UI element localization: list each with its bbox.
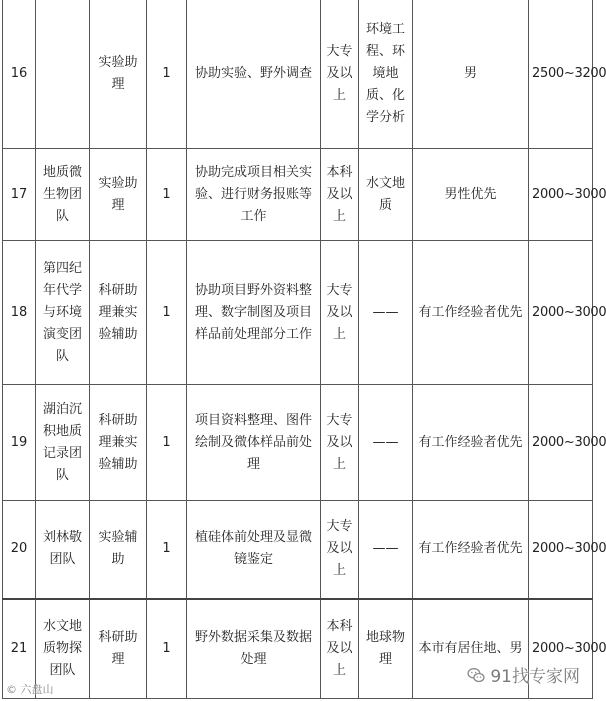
- duty-cell: 协助实验、野外调查: [187, 0, 321, 149]
- salary-cell: 2000~3000: [529, 149, 593, 241]
- watermark-text: 91找专家网: [490, 667, 580, 687]
- position-cell: 科研助理兼实验辅助: [90, 241, 147, 385]
- duty-cell: 协助完成项目相关实验、进行财务报账等工作: [187, 149, 321, 241]
- requirement-cell: 本市有居住地、男: [413, 599, 529, 699]
- education-cell: 大专及以上: [321, 501, 359, 599]
- team-cell: 第四纪年代学与环境演变团队: [36, 241, 90, 385]
- education-cell: 大专及以上: [321, 241, 359, 385]
- team-cell: 湖泊沉积地质记录团队: [36, 385, 90, 501]
- education-cell: 本科及以上: [321, 149, 359, 241]
- education-cell: 大专及以上: [321, 385, 359, 501]
- salary-cell: 2000~3000: [529, 385, 593, 501]
- major-cell: 地球物理: [359, 599, 413, 699]
- count-cell: 1: [147, 501, 187, 599]
- count-cell: 1: [147, 385, 187, 501]
- team-cell: [36, 0, 90, 149]
- row-number: 18: [3, 241, 36, 385]
- duty-cell: 植硅体前处理及显微镜鉴定: [187, 501, 321, 599]
- major-cell: ——: [359, 241, 413, 385]
- team-cell: 水文地质物探团队: [36, 599, 90, 699]
- table-row: [3, 241, 593, 385]
- requirement-cell: 有工作经验者优先: [413, 385, 529, 501]
- table-row: [3, 149, 593, 241]
- position-cell: 科研助理兼实验辅助: [90, 385, 147, 501]
- duty-cell: 项目资料整理、图件绘制及微体样品前处理: [187, 385, 321, 501]
- major-cell: 环境工程、环境地质、化学分析: [359, 0, 413, 149]
- duty-cell: 野外数据采集及数据处理: [187, 599, 321, 699]
- position-cell: 实验辅助: [90, 501, 147, 599]
- job-table: [2, 0, 606, 699]
- duty-cell: 协助项目野外资料整理、数字制图及项目样品前处理部分工作: [187, 241, 321, 385]
- team-cell: 刘林敬团队: [36, 501, 90, 599]
- education-cell: 大专及以上: [321, 0, 359, 149]
- row-number: 16: [3, 0, 36, 149]
- table-row: [3, 385, 593, 501]
- corner-watermark: © 六盘山: [6, 683, 54, 696]
- requirement-cell: 有工作经验者优先: [413, 241, 529, 385]
- salary-cell: 2000~3000: [529, 241, 593, 385]
- major-cell: ——: [359, 501, 413, 599]
- position-cell: 实验助理: [90, 0, 147, 149]
- site-watermark: [466, 662, 580, 687]
- wechat-icon: [466, 665, 486, 685]
- requirement-cell: 男性优先: [413, 149, 529, 241]
- table-row: [3, 0, 593, 149]
- row-number: 21: [3, 599, 36, 699]
- requirement-cell: 有工作经验者优先: [413, 501, 529, 599]
- count-cell: 1: [147, 599, 187, 699]
- major-cell: ——: [359, 385, 413, 501]
- requirement-cell: 男: [413, 0, 529, 149]
- row-number: 17: [3, 149, 36, 241]
- education-cell: 本科及以上: [321, 599, 359, 699]
- count-cell: 1: [147, 241, 187, 385]
- count-cell: 1: [147, 0, 187, 149]
- team-cell: 地质微生物团队: [36, 149, 90, 241]
- salary-cell: 2000~3000: [529, 599, 593, 699]
- row-number: 20: [3, 501, 36, 599]
- position-cell: 实验助理: [90, 149, 147, 241]
- row-number: 19: [3, 385, 36, 501]
- position-cell: 科研助理: [90, 599, 147, 699]
- salary-cell: 2000~3000: [529, 501, 593, 599]
- table-row: [3, 501, 593, 599]
- count-cell: 1: [147, 149, 187, 241]
- salary-cell: 2500~3200: [529, 0, 593, 149]
- major-cell: 水文地质: [359, 149, 413, 241]
